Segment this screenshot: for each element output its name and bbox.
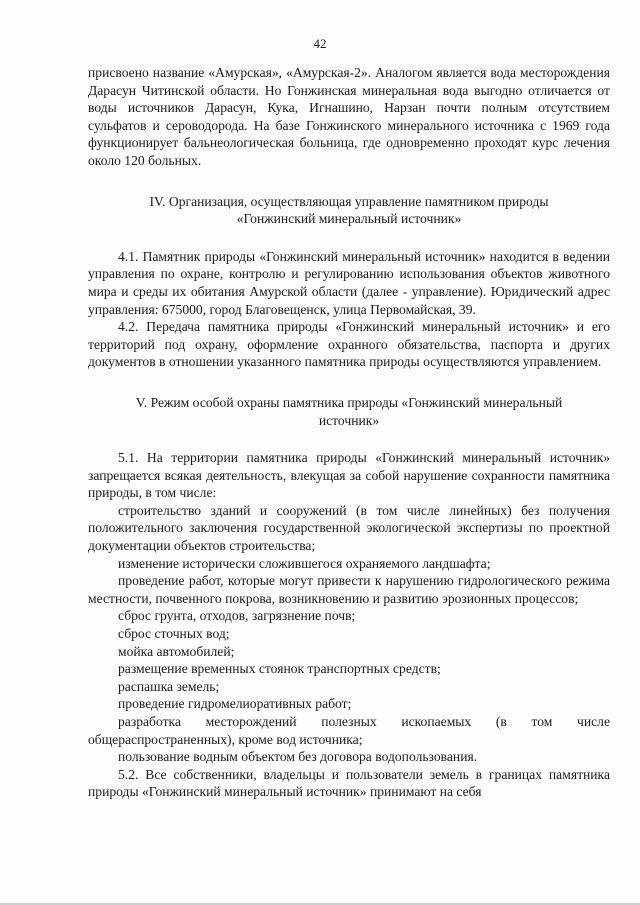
section-v-heading — [88, 394, 610, 429]
list-item: мойка автомобилей; — [118, 643, 235, 659]
list-item: проведение гидромелиоративных работ; — [118, 696, 352, 712]
clause-5-1: 5.1. На территории памятника природы «Гонжинский минеральный источник» запрещается всякая деятельность, влекущая за собой нарушение сохранности памятника природы, в том числе: — [88, 450, 610, 501]
list-item: сброс грунта, отходов, загрязнение почв; — [118, 608, 356, 624]
list-item: размещение временных стоянок транспортных средств; — [118, 661, 441, 677]
page-number: 42 — [313, 36, 327, 51]
intro-paragraph: присвоено название «Амурская», «Амурская-2». Аналогом является вода месторождения Дарасун Читинской области. Но Гонжинская минеральная вода выгодно отличается от воды источников Дарасун, Кука, Игнашино, Нарзан почти полным отсутствием сульфатов и сероводорода. На базе Гонжинского минерального источника с 1969 года функционирует бальнеологическая больница, где одновременно проходят курс лечения около 120 больных. — [88, 65, 610, 168]
list-item: изменение исторически сложившегося охраняемого ландшафта; — [118, 555, 491, 571]
list-item: пользование водным объектом без договора водопользования. — [118, 749, 478, 765]
document-body — [88, 64, 610, 801]
section-v-heading-line-2: источник» — [318, 412, 380, 428]
list-item: разработка месторождений полезных ископаемых (в том числе общераспространенных), кроме вод источника; — [88, 714, 610, 747]
clause-4-1: 4.1. Памятник природы «Гонжинский минеральный источник» находится в ведении управления по охране, контролю и регулированию использования объектов животного мира и среды их обитания Амурской области (далее - управление). Юридический адрес управления: 675000, город Благовещенск, улица Первомайская, 39. — [88, 248, 610, 317]
list-item: строительство зданий и сооружений (в том числе линейных) без получения положительного заключения государственной экологической экспертизы по проектной документации объектов строительства; — [88, 502, 610, 554]
section-iv-heading-line-2: «Гонжинский минеральный источник» — [236, 211, 462, 227]
clause-4-2: 4.2. Передача памятника природы «Гонжинский минеральный источник» и его территорий под охрану, оформление охранного обязательства, паспорта и других документов в отношении указанного памятника природы осуществляются управлением. — [88, 319, 610, 370]
section-v-heading-line-1: V. Режим особой охраны памятника природы «Гонжинский минеральный — [135, 394, 563, 410]
list-item: проведение работ, которые могут привести к нарушению гидрологического режима местности, почвенного покрова, возникновению и развитию эрозионных процессов; — [88, 573, 610, 606]
list-item: сброс сточных вод; — [118, 626, 230, 642]
clause-5-2: 5.2. Все собственники, владельцы и пользователи земель в границах памятника природы «Гонжинский минеральный источник» принимают на себя — [88, 766, 610, 800]
section-iv-heading-line-1: IV. Организация, осуществляющая управление памятником природы — [149, 193, 549, 209]
section-iv-heading — [88, 193, 610, 228]
list-item: распашка земель; — [118, 678, 220, 694]
